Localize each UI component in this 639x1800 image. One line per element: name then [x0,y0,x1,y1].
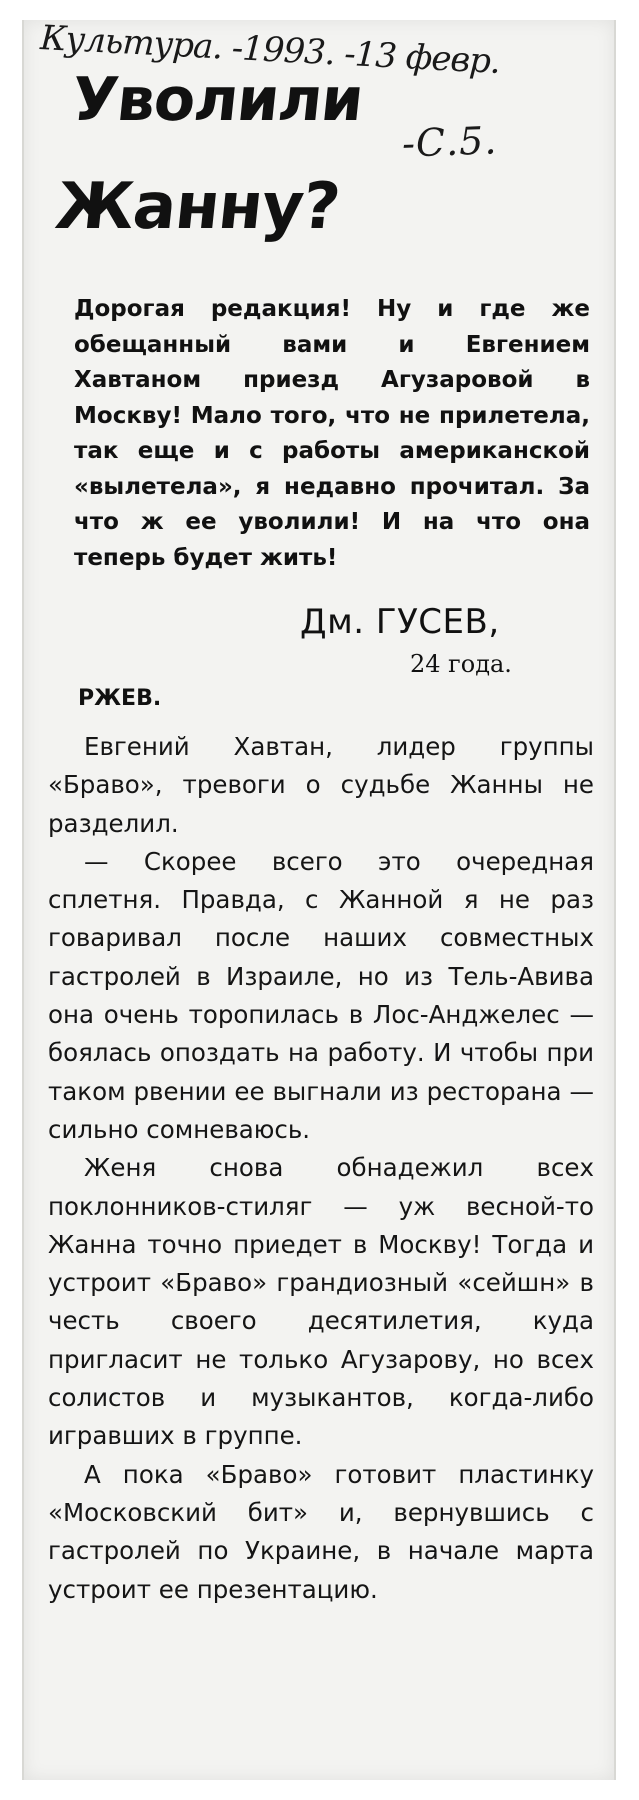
reader-letter-text: Дорогая редакция! Ну и где же обещанный вами и Евгением Хавтаном приезд Агузаровой в Москву! Мало того, что не прилетела, так еще и с работы американской «вылетела», я недавно прочитал. За что ж ее уволили! И на что она теперь будет жить! [74,296,590,571]
response-paragraph-1: Евгений Хавтан, лидер группы «Браво», тревоги о судьбе Жанны не разделил. [48,732,594,838]
headline-line2: Жанну? [52,170,343,244]
response-paragraph-4: А пока «Браво» готовит пластинку «Московский бит» и, вернувшись с гастролей по Украине, в начале марта устроит ее презентацию. [48,1459,594,1604]
response-paragraph-2: — Скорее всего это очередная сплетня. Правда, с Жанной я не раз говаривал после наших совместных гастролей в Израиле, но из Тель-Авива она очень торопилась в Лос-Анджелес — боялась опоздать на работу. И чтобы при таком рвении ее выгнали из ресторана — сильно сомневаюсь. [48,846,594,1144]
handwritten-note-line1: Культура. -1993. -13 февр. [39,17,501,83]
reader-letter [74,292,590,576]
handwritten-source-note [32,17,592,166]
response-paragraph-3: Женя снова обнадежил всех поклонников-стиляг — уж весной-то Жанна точно приедет в Москву! Тогда и устроит «Браво» грандиозный «сейшн» в честь своего десятилетия, куда пригласит не только Агузарову, но всех солистов и музыкантов, когда-либо игравших в группе. [48,1153,594,1451]
editorial-response [48,728,594,1609]
letter-author: Дм. ГУСЕВ, [300,602,500,642]
handwritten-note-line2: -С.5. [401,118,498,166]
headline-line1: Уволили [68,65,367,135]
letter-author-age: 24 года. [410,650,512,678]
letter-city: РЖЕВ. [78,686,162,711]
